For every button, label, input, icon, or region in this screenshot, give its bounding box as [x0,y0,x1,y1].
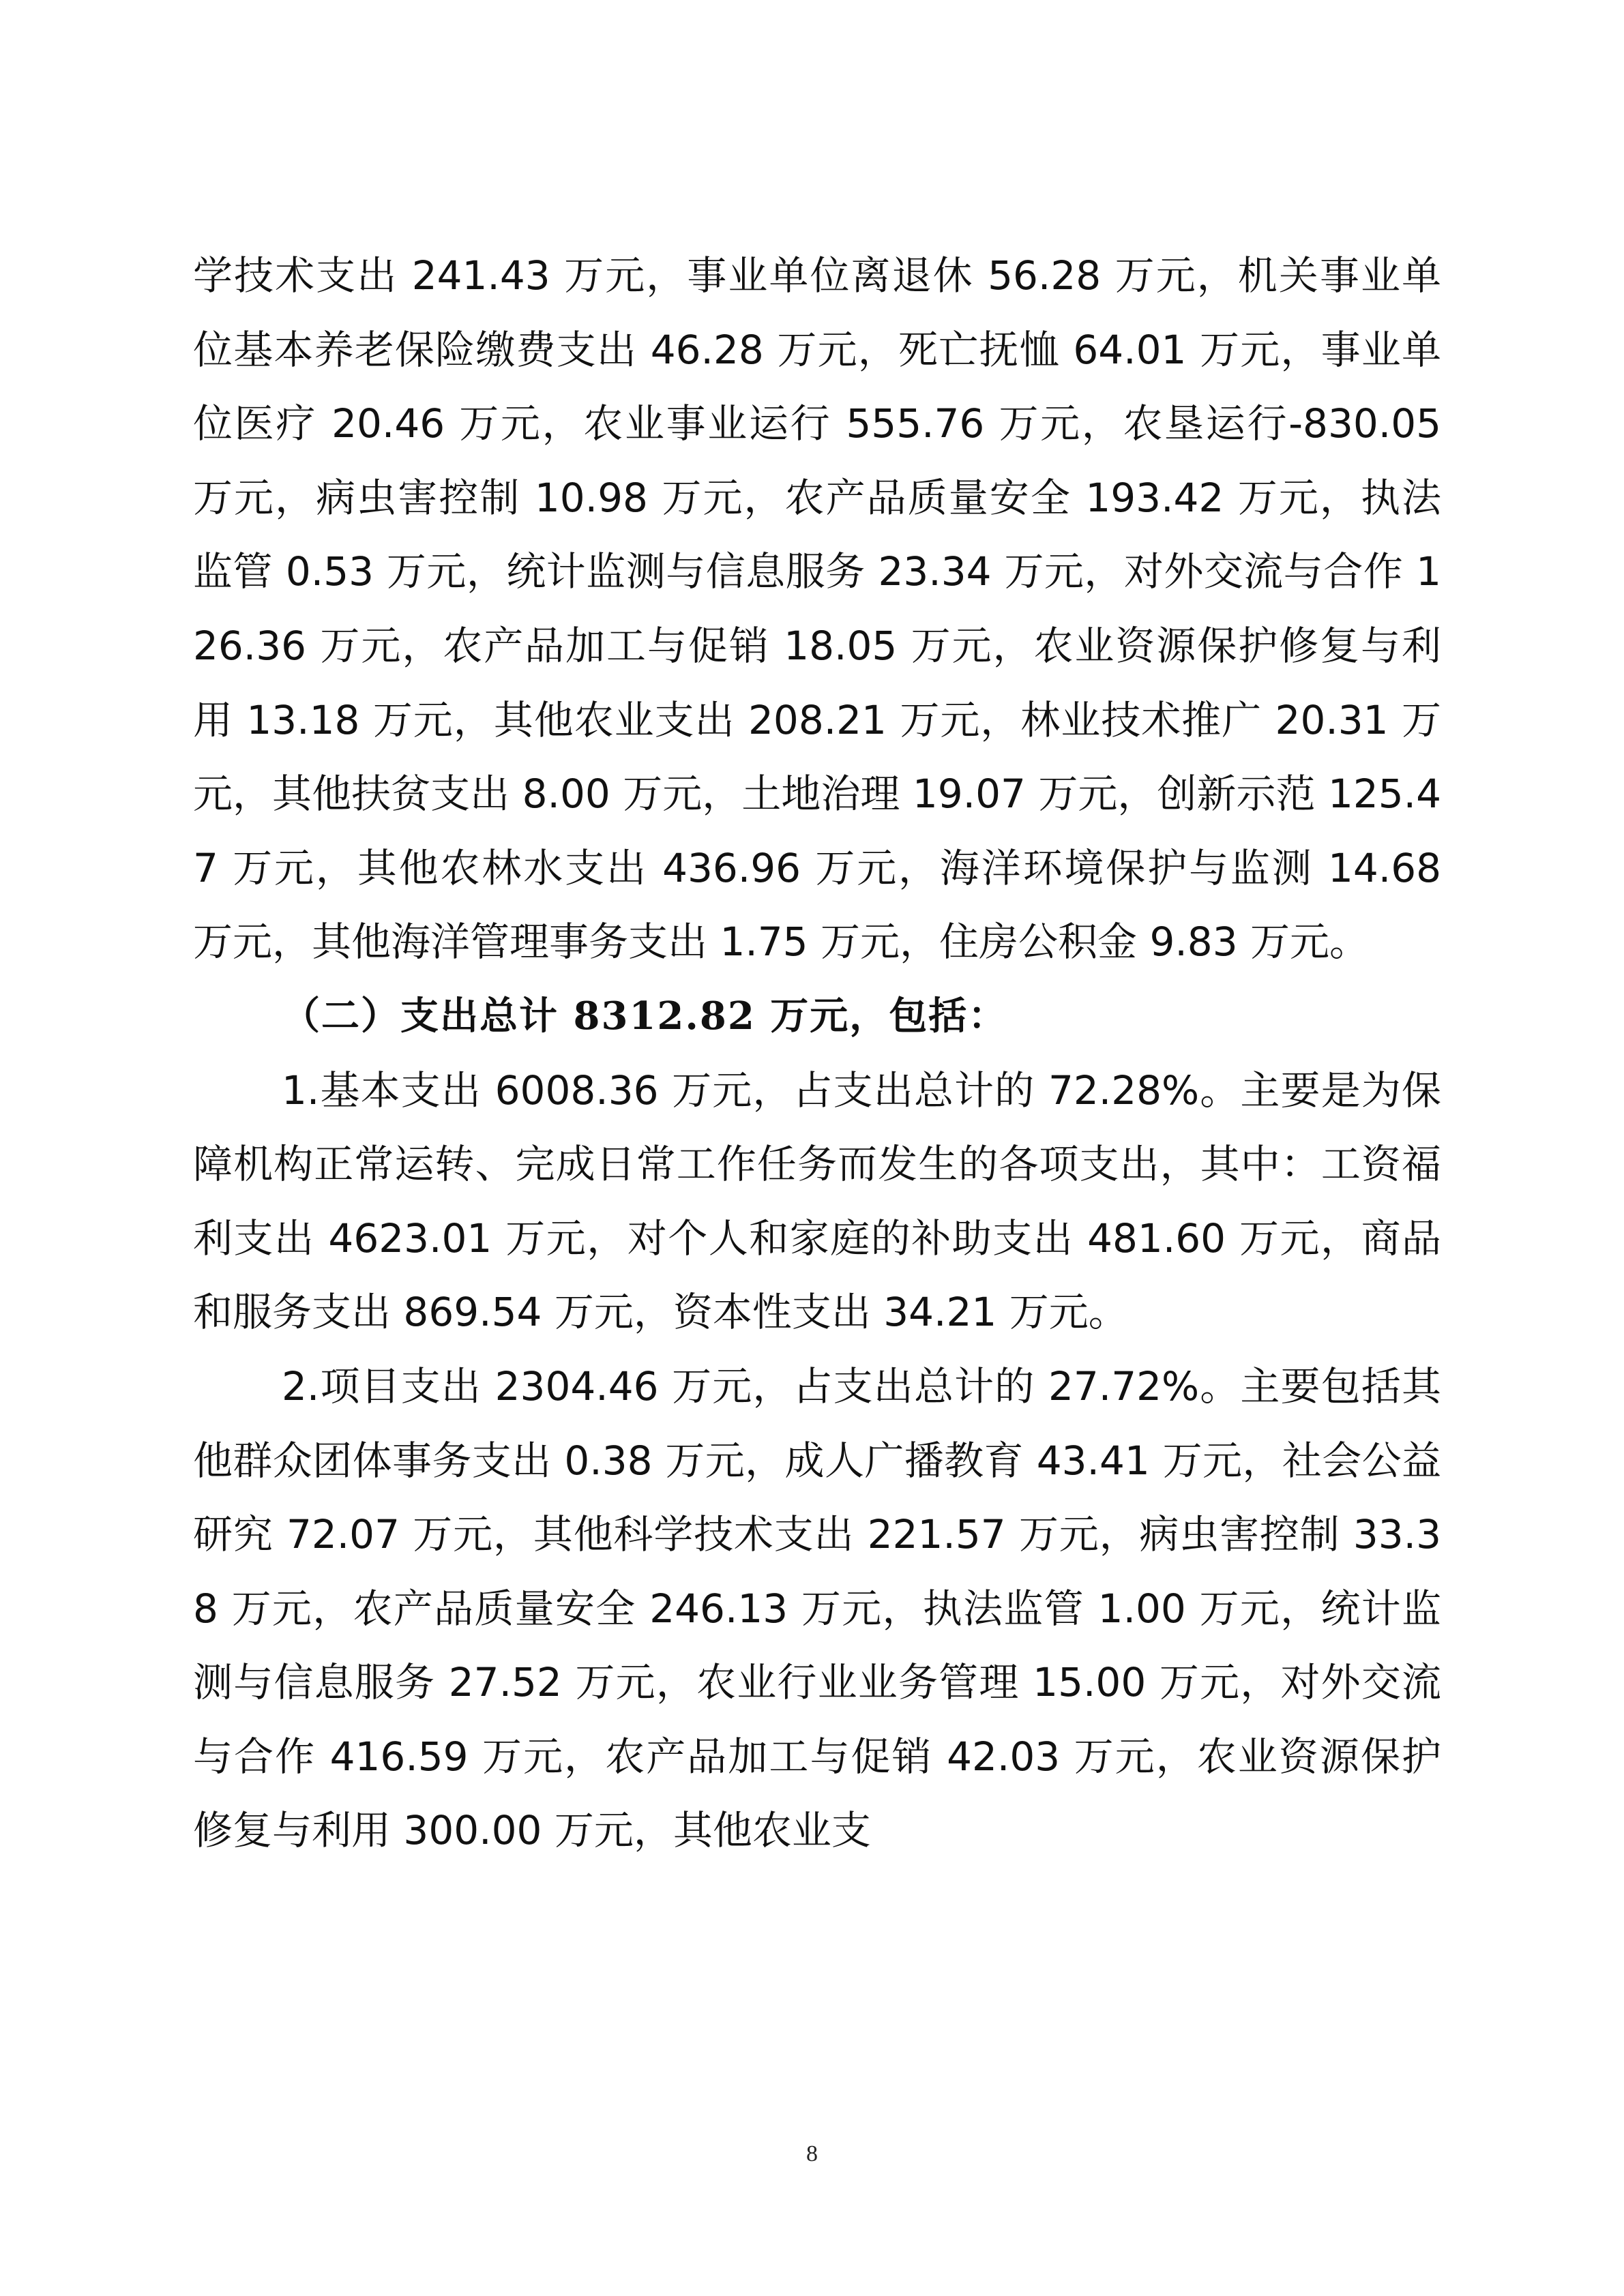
paragraph-continuation: 学技术支出 241.43 万元，事业单位离退休 56.28 万元，机关事业单位基本养老保险缴费支出 46.28 万元，死亡抚恤 64.01 万元，事业单位医疗 20.46 万元，农业事业运行 555.76 万元，农垦运行-830.05 万元，病虫害控制 10.98 万元，农产品质量安全 193.42 万元，执法监管 0.53 万元，统计监测与信息服务 23.34 万元，对外交流与合作 126.36 万元，农产品加工与促销 18.05 万元，农业资源保护修复与利用 13.18 万元，其他农业支出 208.21 万元，林业技术推广 20.31 万元，其他扶贫支出 8.00 万元，土地治理 19.07 万元，创新示范 125.47 万元，其他农林水支出 436.96 万元，海洋环境保护与监测 14.68 万元，其他海洋管理事务支出 1.75 万元，住房公积金 9.83 万元。 [193,252,1441,966]
section-heading-expenditure-total: （二）支出总计 8312.82 万元，包括： [282,993,1008,1039]
paragraph-project-expenditure: 2.项目支出 2304.46 万元，占支出总计的 27.72%。主要包括其他群众团体事务支出 0.38 万元，成人广播教育 43.41 万元，社会公益研究 72.07 万元，其他科学技术支出 221.57 万元，病虫害控制 33.38 万元，农产品质量安全 246.13 万元，执法监管 1.00 万元，统计监测与信息服务 27.52 万元，农业行业业务管理 15.00 万元，对外交流与合作 416.59 万元，农产品加工与促销 42.03 万元，农业资源保护修复与利用 300.00 万元，其他农业支 [193,1362,1441,1854]
paragraph-basic-expenditure: 1.基本支出 6008.36 万元，占支出总计的 72.28%。主要是为保障机构正常运转、完成日常工作任务而发生的各项支出，其中：工资福利支出 4623.01 万元，对个人和家庭的补助支出 481.60 万元，商品和服务支出 869.54 万元，资本性支出 34.21 万元。 [193,1067,1441,1336]
page-number: 8 [806,2141,818,2166]
document-body [193,239,1441,1868]
